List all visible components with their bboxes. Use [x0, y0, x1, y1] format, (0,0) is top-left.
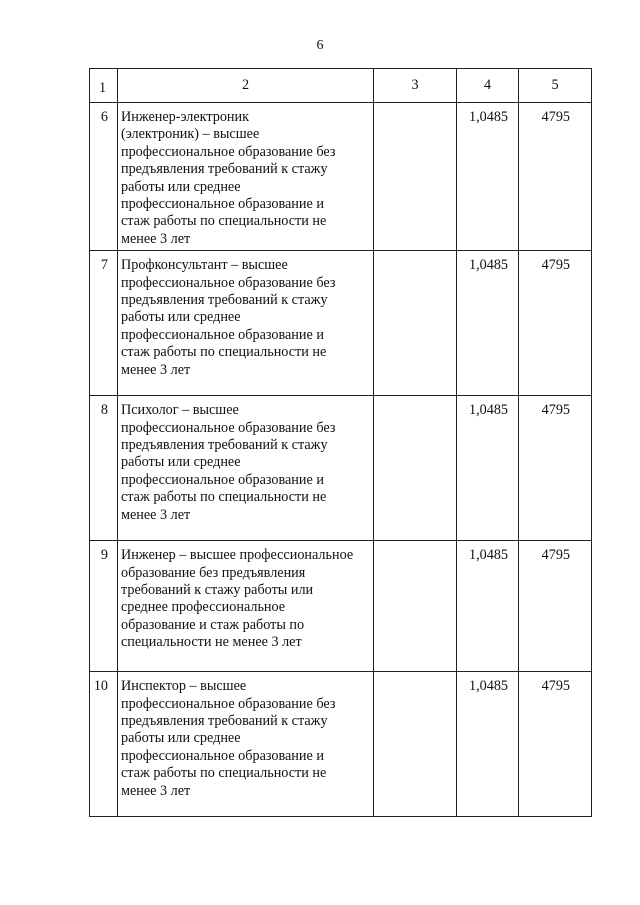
description-line: предъявления требований к стажу [121, 713, 328, 730]
coefficient-cell: 1,0485 [457, 541, 519, 672]
description-line: профессиональное образование без [121, 419, 336, 436]
salary-cell: 4795 [519, 541, 592, 672]
description-line: предъявления требований к стажу [121, 437, 328, 454]
description-line: (электроник) – высшее [121, 126, 260, 143]
salary-cell: 4795 [519, 251, 592, 396]
position-description [118, 396, 374, 541]
column-3-cell [374, 251, 457, 396]
description-line: профессиональное образование без [121, 695, 336, 712]
description-line: профессиональное образование без [121, 143, 336, 160]
column-3-cell [374, 103, 457, 251]
table-row [90, 541, 592, 672]
header-col-5: 5 [519, 69, 592, 103]
description-line: менее 3 лет [121, 361, 191, 378]
row-number: 6 [90, 103, 118, 251]
position-description [118, 541, 374, 672]
description-line: Инженер-электроник [121, 109, 250, 125]
description-line: образование и стаж работы по [121, 616, 305, 633]
description-line: менее 3 лет [121, 506, 191, 523]
column-3-cell [374, 672, 457, 817]
table-row [90, 672, 592, 817]
header-col-2: 2 [118, 69, 374, 103]
position-description [118, 251, 374, 396]
position-table [89, 68, 592, 817]
description-line: профессиональное образование и [121, 471, 324, 488]
description-line: специальности не менее 3 лет [121, 634, 302, 651]
description-line: профессиональное образование и [121, 747, 324, 764]
description-line: Психолог – высшее [121, 402, 239, 419]
table-row [90, 396, 592, 541]
description-line: требований к стажу работы или [121, 582, 314, 599]
description-line: образование без предъявления [121, 564, 306, 581]
row-number: 7 [90, 251, 118, 396]
description-line: Инспектор – высшее [121, 678, 247, 695]
position-description [118, 672, 374, 817]
salary-cell: 4795 [519, 672, 592, 817]
salary-cell: 4795 [519, 103, 592, 251]
table-header-row [90, 69, 592, 103]
description-line: работы или среднее [121, 454, 241, 471]
description-line: предъявления требований к стажу [121, 292, 328, 309]
coefficient-cell: 1,0485 [457, 396, 519, 541]
row-number: 9 [90, 541, 118, 672]
row-number: 8 [90, 396, 118, 541]
description-line: работы или среднее [121, 309, 241, 326]
description-line: профессиональное образование и [121, 196, 324, 213]
page-number: 6 [316, 38, 324, 53]
description-line: профессиональное образование и [121, 326, 324, 343]
description-line: Инженер – высшее профессиональное [121, 547, 354, 564]
description-line: работы или среднее [121, 178, 241, 195]
description-line: среднее профессиональное [121, 599, 286, 616]
header-col-1: 1 [90, 69, 118, 103]
salary-cell: 4795 [519, 396, 592, 541]
description-line: стаж работы по специальности не [121, 213, 327, 230]
header-col-3: 3 [374, 69, 457, 103]
coefficient-cell: 1,0485 [457, 672, 519, 817]
table-row [90, 103, 592, 251]
coefficient-cell: 1,0485 [457, 251, 519, 396]
description-line: Профконсультант – высшее [121, 257, 288, 274]
table-row [90, 251, 592, 396]
column-3-cell [374, 541, 457, 672]
row-number: 10 [90, 672, 118, 817]
description-line: менее 3 лет [121, 230, 191, 247]
description-line: стаж работы по специальности не [121, 344, 327, 361]
coefficient-cell: 1,0485 [457, 103, 519, 251]
description-line: стаж работы по специальности не [121, 489, 327, 506]
header-col-4: 4 [457, 69, 519, 103]
description-line: стаж работы по специальности не [121, 765, 327, 782]
description-line: предъявления требований к стажу [121, 161, 328, 178]
column-3-cell [374, 396, 457, 541]
description-line: работы или среднее [121, 730, 241, 747]
description-line: профессиональное образование без [121, 274, 336, 291]
position-description [118, 103, 374, 251]
description-line: менее 3 лет [121, 782, 191, 799]
